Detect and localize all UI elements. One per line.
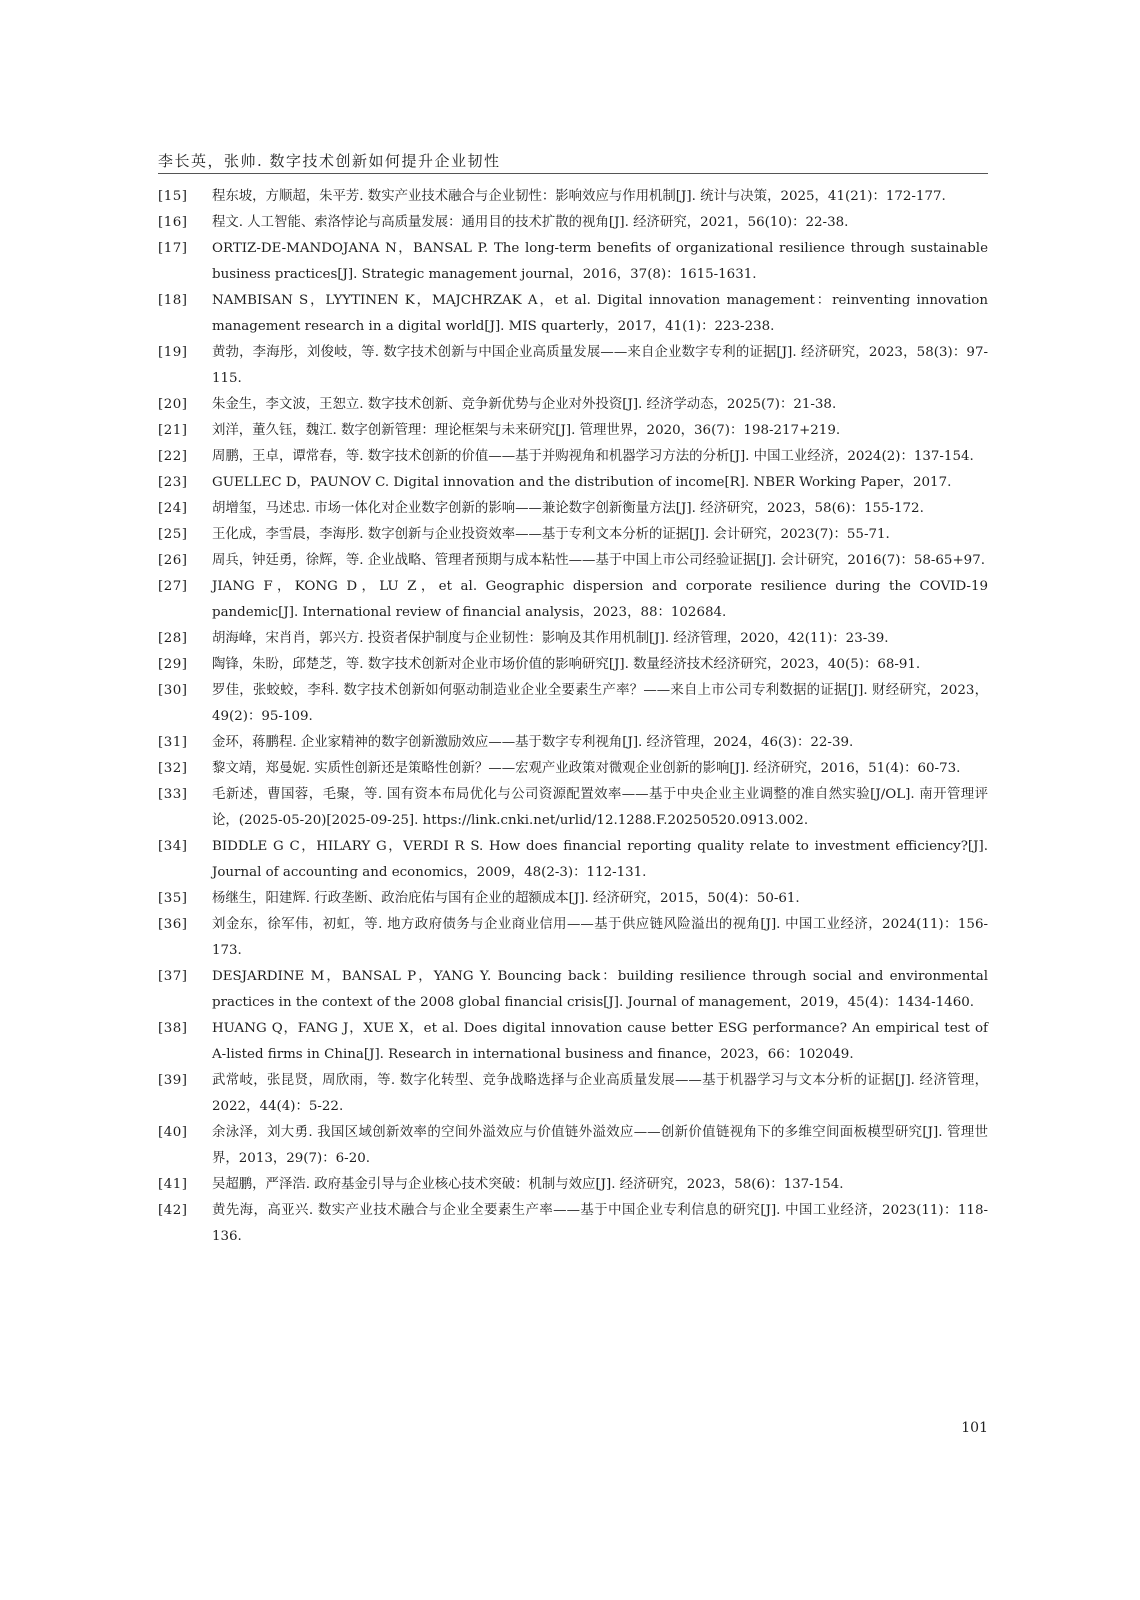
- reference-item: [158, 886, 988, 912]
- reference-item: [158, 418, 988, 444]
- reference-item: [158, 184, 988, 210]
- running-header: 李长英，张帅. 数字技术创新如何提升企业韧性: [158, 152, 501, 170]
- reference-item: [158, 444, 988, 470]
- reference-text: 武常岐，张昆贤，周欣雨，等. 数字化转型、竞争战略选择与企业高质量发展——基于机器学习与文本分析的证据[J]. 经济管理，2022，44(4)：5-22.: [212, 1073, 988, 1114]
- reference-text: 刘洋，董久钰，魏江. 数字创新管理：理论框架与未来研究[J]. 管理世界，2020，36(7)：198-217+219.: [212, 423, 841, 438]
- reference-number: [19]: [158, 345, 188, 360]
- reference-number: [42]: [158, 1203, 188, 1218]
- reference-item: [158, 470, 988, 496]
- reference-text: 王化成，李雪晨，李海彤. 数字创新与企业投资效率——基于专利文本分析的证据[J]. 会计研究，2023(7)：55-71.: [212, 527, 890, 542]
- reference-number: [34]: [158, 839, 188, 854]
- reference-item: [158, 1016, 988, 1068]
- reference-item: [158, 756, 988, 782]
- reference-text: 周鹏，王卓，谭常春，等. 数字技术创新的价值——基于并购视角和机器学习方法的分析[J]. 中国工业经济，2024(2)：137-154.: [212, 449, 974, 464]
- reference-number: [15]: [158, 189, 188, 204]
- reference-text: 金环，蒋鹏程. 企业家精神的数字创新激励效应——基于数字专利视角[J]. 经济管理，2024，46(3)：22-39.: [212, 735, 854, 750]
- reference-number: [17]: [158, 241, 188, 256]
- reference-text: 刘金东，徐军伟，初虹，等. 地方政府债务与企业商业信用——基于供应链风险溢出的视角[J]. 中国工业经济，2024(11)：156-173.: [212, 917, 988, 958]
- reference-text: NAMBISAN S，LYYTINEN K，MAJCHRZAK A，et al. Digital innovation management：reinventing innovation management research in a digital world[J]. MIS quarterly，2017，41(1)：223-238.: [212, 293, 988, 334]
- reference-number: [35]: [158, 891, 188, 906]
- reference-number: [40]: [158, 1125, 188, 1140]
- reference-item: [158, 1198, 988, 1250]
- reference-item: [158, 392, 988, 418]
- reference-number: [36]: [158, 917, 188, 932]
- reference-text: 程文. 人工智能、索洛悖论与高质量发展：通用目的技术扩散的视角[J]. 经济研究，2021，56(10)：22-38.: [212, 215, 849, 230]
- reference-item: [158, 678, 988, 730]
- reference-item: [158, 626, 988, 652]
- reference-text: 程东坡，方顺超，朱平芳. 数实产业技术融合与企业韧性：影响效应与作用机制[J]. 统计与决策，2025，41(21)：172-177.: [212, 189, 946, 204]
- reference-number: [24]: [158, 501, 188, 516]
- reference-number: [37]: [158, 969, 188, 984]
- reference-text: 胡海峰，宋肖肖，郭兴方. 投资者保护制度与企业韧性：影响及其作用机制[J]. 经济管理，2020，42(11)：23-39.: [212, 631, 889, 646]
- reference-text: 毛新述，曹国蓉，毛聚，等. 国有资本布局优化与公司资源配置效率——基于中央企业主业调整的准自然实验[J/OL]. 南开管理评论，(2025-05-20)[2025-09-25]. https://link.cnki.net/urlid/12.1288.F.20250520.0913.002.: [212, 787, 988, 828]
- reference-text: BIDDLE G C，HILARY G，VERDI R S. How does financial reporting quality relate to investment efficiency?[J]. Journal of accounting and economics，2009，48(2-3)：112-131.: [212, 839, 988, 880]
- reference-number: [32]: [158, 761, 188, 776]
- reference-text: JIANG F，KONG D，LU Z，et al. Geographic dispersion and corporate resilience during the COVID-19 pandemic[J]. International review of financial analysis，2023，88：102684.: [212, 579, 988, 620]
- reference-text: 陶锋，朱盼，邱楚芝，等. 数字技术创新对企业市场价值的影响研究[J]. 数量经济技术经济研究，2023，40(5)：68-91.: [212, 657, 921, 672]
- reference-item: [158, 574, 988, 626]
- reference-item: [158, 1172, 988, 1198]
- reference-item: [158, 730, 988, 756]
- reference-number: [21]: [158, 423, 188, 438]
- reference-item: [158, 236, 988, 288]
- page-number: 101: [961, 1420, 988, 1436]
- reference-number: [30]: [158, 683, 188, 698]
- reference-text: 朱金生，李文波，王恕立. 数字技术创新、竞争新优势与企业对外投资[J]. 经济学动态，2025(7)：21-38.: [212, 397, 837, 412]
- reference-item: [158, 288, 988, 340]
- reference-number: [26]: [158, 553, 188, 568]
- reference-number: [28]: [158, 631, 188, 646]
- reference-number: [31]: [158, 735, 188, 750]
- reference-number: [39]: [158, 1073, 188, 1088]
- reference-item: [158, 912, 988, 964]
- reference-number: [33]: [158, 787, 188, 802]
- reference-text: 黎文靖，郑曼妮. 实质性创新还是策略性创新？——宏观产业政策对微观企业创新的影响[J]. 经济研究，2016，51(4)：60-73.: [212, 761, 961, 776]
- reference-number: [27]: [158, 579, 188, 594]
- reference-text: GUELLEC D，PAUNOV C. Digital innovation and the distribution of income[R]. NBER Working Paper，2017.: [212, 475, 952, 490]
- reference-list: [158, 184, 988, 1250]
- reference-number: [18]: [158, 293, 188, 308]
- reference-item: [158, 496, 988, 522]
- reference-text: 周兵，钟廷勇，徐辉，等. 企业战略、管理者预期与成本粘性——基于中国上市公司经验证据[J]. 会计研究，2016(7)：58-65+97.: [212, 553, 985, 568]
- reference-text: DESJARDINE M，BANSAL P，YANG Y. Bouncing back：building resilience through social and environmental practices in the context of the 2008 global financial crisis[J]. Journal of management，2019，45(4)：1434-1460.: [212, 969, 988, 1010]
- reference-item: [158, 522, 988, 548]
- reference-number: [20]: [158, 397, 188, 412]
- reference-number: [41]: [158, 1177, 188, 1192]
- reference-item: [158, 1120, 988, 1172]
- reference-item: [158, 340, 988, 392]
- reference-text: 余泳泽，刘大勇. 我国区域创新效率的空间外溢效应与价值链外溢效应——创新价值链视角下的多维空间面板模型研究[J]. 管理世界，2013，29(7)：6-20.: [212, 1125, 988, 1166]
- reference-text: 胡增玺，马述忠. 市场一体化对企业数字创新的影响——兼论数字创新衡量方法[J]. 经济研究，2023，58(6)：155-172.: [212, 501, 924, 516]
- reference-number: [22]: [158, 449, 188, 464]
- reference-text: 罗佳，张蛟蛟，李科. 数字技术创新如何驱动制造业企业全要素生产率？——来自上市公司专利数据的证据[J]. 财经研究，2023，49(2)：95-109.: [212, 683, 988, 724]
- reference-item: [158, 548, 988, 574]
- reference-number: [16]: [158, 215, 188, 230]
- reference-item: [158, 652, 988, 678]
- reference-item: [158, 782, 988, 834]
- reference-item: [158, 1068, 988, 1120]
- reference-number: [23]: [158, 475, 188, 490]
- reference-number: [29]: [158, 657, 188, 672]
- reference-text: 黄勃，李海彤，刘俊岐，等. 数字技术创新与中国企业高质量发展——来自企业数字专利的证据[J]. 经济研究，2023，58(3)：97-115.: [212, 345, 988, 386]
- reference-item: [158, 210, 988, 236]
- reference-text: 杨继生，阳建辉. 行政垄断、政治庇佑与国有企业的超额成本[J]. 经济研究，2015，50(4)：50-61.: [212, 891, 800, 906]
- reference-text: 吴超鹏，严泽浩. 政府基金引导与企业核心技术突破：机制与效应[J]. 经济研究，2023，58(6)：137-154.: [212, 1177, 844, 1192]
- reference-text: 黄先海，高亚兴. 数实产业技术融合与企业全要素生产率——基于中国企业专利信息的研究[J]. 中国工业经济，2023(11)：118-136.: [212, 1203, 988, 1244]
- reference-number: [25]: [158, 527, 188, 542]
- reference-item: [158, 834, 988, 886]
- reference-text: HUANG Q，FANG J，XUE X，et al. Does digital innovation cause better ESG performance? An empirical test of A-listed firms in China[J]. Research in international business and finance，2023，66：102049.: [212, 1021, 988, 1062]
- reference-number: [38]: [158, 1021, 188, 1036]
- header-rule: [158, 173, 988, 174]
- reference-text: ORTIZ-DE-MANDOJANA N，BANSAL P. The long-term benefits of organizational resilience through sustainable business practices[J]. Strategic management journal，2016，37(8)：1615-1631.: [212, 241, 988, 282]
- reference-item: [158, 964, 988, 1016]
